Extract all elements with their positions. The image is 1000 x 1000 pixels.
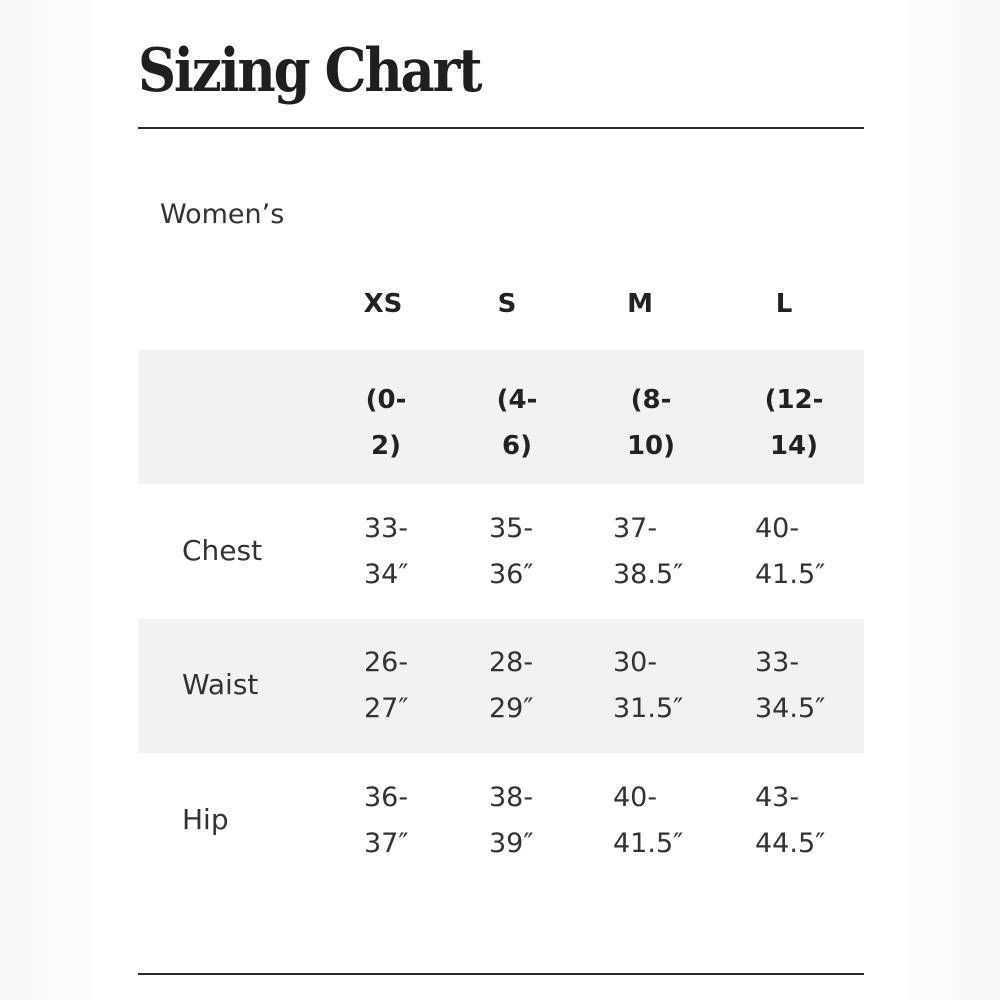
left-margin-shade bbox=[0, 0, 95, 1000]
chest-m: 37- 38.5″ bbox=[613, 513, 684, 590]
size-range-m: (8- 10) bbox=[626, 385, 676, 461]
row-label-hip: Hip bbox=[182, 803, 229, 836]
size-header-s: S bbox=[497, 289, 517, 319]
hip-s: 38- 39″ bbox=[489, 782, 534, 859]
chest-s: 35- 36″ bbox=[489, 513, 534, 590]
size-range-xs: (0- 2) bbox=[365, 385, 407, 461]
size-header-l: L bbox=[775, 289, 793, 319]
section-label-womens: Women’s bbox=[160, 199, 285, 230]
right-margin-shade bbox=[905, 0, 1000, 1000]
size-header-xs: XS bbox=[363, 289, 403, 319]
bottom-divider bbox=[138, 973, 864, 975]
hip-m: 40- 41.5″ bbox=[613, 782, 684, 859]
chest-l: 40- 41.5″ bbox=[755, 513, 826, 590]
size-range-s: (4- 6) bbox=[496, 385, 538, 461]
size-range-l: (12- 14) bbox=[764, 385, 824, 461]
waist-m: 30- 31.5″ bbox=[613, 647, 684, 724]
row-label-chest: Chest bbox=[182, 534, 263, 567]
waist-s: 28- 29″ bbox=[489, 647, 534, 724]
waist-xs: 26- 27″ bbox=[364, 647, 409, 724]
size-header-m: M bbox=[627, 289, 653, 319]
title-divider bbox=[138, 127, 864, 129]
hip-xs: 36- 37″ bbox=[364, 782, 409, 859]
page-title: Sizing Chart bbox=[138, 36, 481, 106]
chest-xs: 33- 34″ bbox=[364, 513, 409, 590]
hip-l: 43- 44.5″ bbox=[755, 782, 826, 859]
row-label-waist: Waist bbox=[182, 668, 259, 701]
waist-l: 33- 34.5″ bbox=[755, 647, 826, 724]
